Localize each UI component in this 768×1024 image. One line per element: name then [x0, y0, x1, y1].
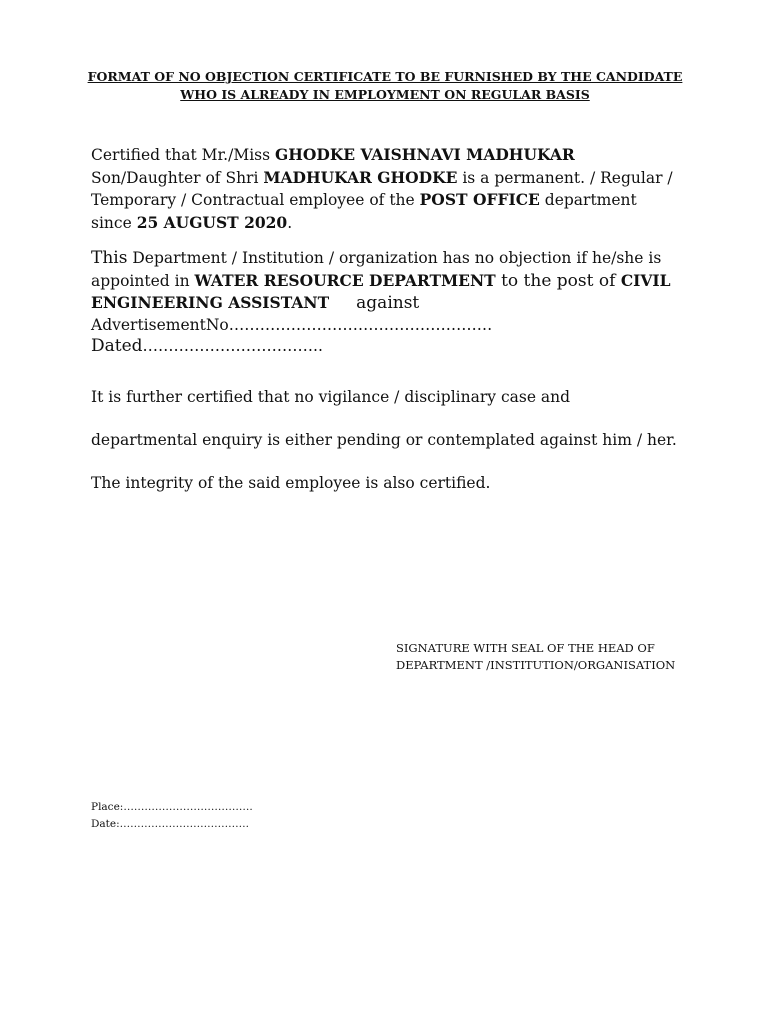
certificate-heading	[60, 68, 710, 104]
applied-post: CIVIL ENGINEERING ASSISTANT	[91, 270, 671, 312]
signature-block	[396, 640, 736, 674]
para1-text-3: is a permanent. / Regular / Temporary / Contractual employee of the	[91, 168, 673, 209]
signature-line-2: DEPARTMENT /INSTITUTION/ORGANISATION	[396, 658, 676, 672]
para1-text-1: Certified that Mr./Miss	[91, 146, 275, 164]
certification-paragraph	[91, 144, 681, 234]
dated-label: Dated	[91, 336, 143, 356]
applied-department: WATER RESOURCE DEPARTMENT	[194, 270, 496, 290]
date-field: Date:……………………………….	[91, 818, 249, 830]
signature-line-1: SIGNATURE WITH SEAL OF THE HEAD OF	[396, 641, 655, 655]
para2-text-1: Department / Institution / organization has no objection if he/she is appointed in	[91, 249, 662, 290]
para2-this-word: This	[91, 248, 128, 268]
heading-line-1: FORMAT OF NO OBJECTION CERTIFICATE TO BE FURNISHED BY THE CANDIDATE	[87, 69, 683, 84]
candidate-name: GHODKE VAISHNAVI MADHUKAR	[275, 145, 575, 164]
heading-line-2: WHO IS ALREADY IN EMPLOYMENT ON REGULAR BASIS	[180, 87, 590, 102]
dated-blank: ……………………………..	[142, 337, 323, 355]
para1-text-4: department since	[91, 191, 637, 232]
vigilance-paragraph: It is further certified that no vigilance / disciplinary case and departmental enquiry is either pending or contemplated against him / her. The integrity of the said employee is also certified.	[91, 388, 677, 492]
no-objection-paragraph	[91, 248, 681, 358]
father-name: MADHUKAR GHODKE	[263, 167, 458, 187]
para2-text-2: to the post of	[495, 270, 621, 291]
para1-text-2: Son/Daughter of Shri	[91, 168, 264, 187]
place-field: Place:……………………………….	[91, 801, 253, 813]
advertisement-number-blank: ……………………………………………	[228, 315, 493, 334]
para1-text-5: .	[287, 213, 293, 232]
employer-department: POST OFFICE	[419, 190, 540, 209]
advertisement-label: AdvertisementNo	[91, 315, 229, 334]
employment-since-date: 25 AUGUST 2020	[136, 212, 288, 232]
para2-text-3: against	[329, 293, 420, 313]
